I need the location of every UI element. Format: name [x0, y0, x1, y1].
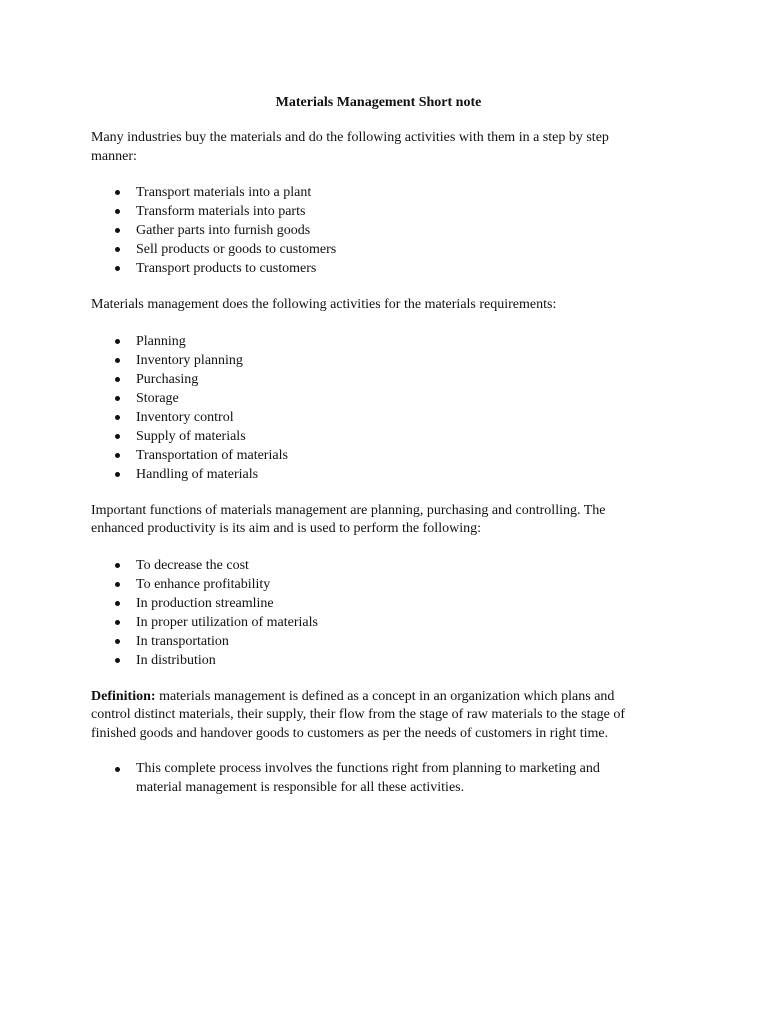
list-item: Gather parts into furnish goods	[91, 221, 648, 240]
definition-label: Definition:	[91, 688, 156, 704]
definition-paragraph	[91, 688, 648, 744]
list-item: In production streamline	[91, 594, 648, 613]
list-item: Supply of materials	[91, 427, 648, 446]
list-item: Transportation of materials	[91, 446, 648, 465]
list-item: Storage	[91, 389, 648, 408]
list-item: In proper utilization of materials	[91, 613, 648, 632]
list-item: To decrease the cost	[91, 556, 648, 575]
list-item: Transport products to customers	[91, 259, 648, 278]
activities-list	[91, 183, 648, 278]
list-item: To enhance profitability	[91, 575, 648, 594]
list-item: Handling of materials	[91, 465, 648, 484]
list-item: Purchasing	[91, 370, 648, 389]
list-item: Transport materials into a plant	[91, 183, 648, 202]
purposes-list	[91, 556, 648, 670]
definition-text: materials management is defined as a concept in an organization which plans and control distinct materials, their supply, their flow from the stage of raw materials to the stage of finished goods and handover goods to customers as per the needs of customers in right time.	[91, 688, 626, 741]
list-item: Sell products or goods to customers	[91, 240, 648, 259]
document-title: Materials Management Short note	[275, 95, 482, 110]
process-list	[91, 760, 648, 797]
list-item: In transportation	[91, 632, 648, 651]
list-item: This complete process involves the functions right from planning to marketing and material management is responsible for all these activities.	[91, 760, 648, 797]
list-item: Inventory planning	[91, 351, 648, 370]
requirements-list	[91, 332, 648, 484]
requirements-paragraph: Materials management does the following activities for the materials requirements:	[91, 297, 557, 312]
list-item: Transform materials into parts	[91, 202, 648, 221]
list-item: In distribution	[91, 651, 648, 670]
functions-paragraph: Important functions of materials management are planning, purchasing and controlling. The enhanced productivity is its aim and is used to perform the following:	[91, 502, 606, 536]
list-item: Inventory control	[91, 408, 648, 427]
list-item: Planning	[91, 332, 648, 351]
intro-paragraph: Many industries buy the materials and do the following activities with them in a step by step manner:	[91, 130, 609, 164]
